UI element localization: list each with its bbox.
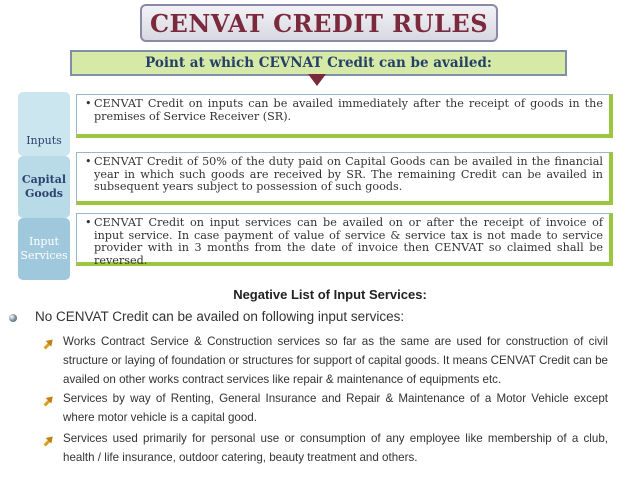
bullet-dot: • — [85, 216, 92, 229]
row-content-capital-goods — [76, 152, 613, 205]
row-label-text: Input Services — [20, 235, 68, 262]
row-content-inputs — [76, 94, 613, 138]
sphere-bullet-icon — [9, 314, 17, 322]
list-item-text: Works Contract Service & Construction services so far as the same are used for construction of civil structure or laying of foundation or structures for support of capital goods. It means CENVAT Credit can be availed on other works contract services like repair & maintenance of equipments etc. — [63, 335, 608, 386]
row-content-input-services — [76, 213, 613, 266]
row-content-text: CENVAT Credit of 50% of the duty paid on Capital Goods can be availed in the financial year in which such goods are received by SR. The remaining Credit can be availed in subsequent years subject to possession of such goods. — [94, 155, 603, 194]
arrow-bullet-icon — [41, 394, 57, 410]
row-label-capital-goods — [18, 156, 70, 218]
row-label-input-services — [18, 218, 70, 280]
list-item-text: Services by way of Renting, General Insurance and Repair & Maintenance of a Motor Vehicle except where motor vehicle is a capital good. — [63, 392, 608, 424]
slide-title: CENVAT CREDIT RULES — [149, 8, 489, 38]
arrow-bullet-icon — [41, 337, 57, 353]
bullet-dot: • — [85, 155, 92, 168]
negative-list-heading — [0, 287, 638, 302]
row-label-text: Capital Goods — [21, 173, 67, 200]
row-content-text: CENVAT Credit on input services can be availed on or after the receipt of invoice of input service. In case payment of value of service & service tax is not made to service provider with in 3 months from the date of invoice then CENVAT so claimed shall be reversed. — [94, 216, 603, 267]
arrow-bullet-icon — [41, 434, 57, 450]
subtitle-banner — [70, 50, 567, 76]
row-label-inputs — [18, 92, 70, 156]
list-item-text: Services used primarily for personal use or consumption of any employee like membership of a club, health / life insurance, outdoor catering, beauty treatment and others. — [63, 432, 608, 464]
down-arrow-icon — [308, 74, 326, 86]
title-banner — [140, 4, 498, 42]
bullet-dot: • — [85, 97, 92, 110]
main-point: No CENVAT Credit can be availed on following input services: — [35, 309, 405, 324]
row-content-text: CENVAT Credit on inputs can be availed immediately after the receipt of goods in the premises of Service Receiver (SR). — [94, 97, 603, 123]
slide-subtitle: Point at which CEVNAT Credit can be availed: — [145, 55, 492, 71]
row-label-text: Inputs — [26, 134, 62, 147]
negative-list-heading-text: Negative List of Input Services: — [233, 287, 427, 302]
